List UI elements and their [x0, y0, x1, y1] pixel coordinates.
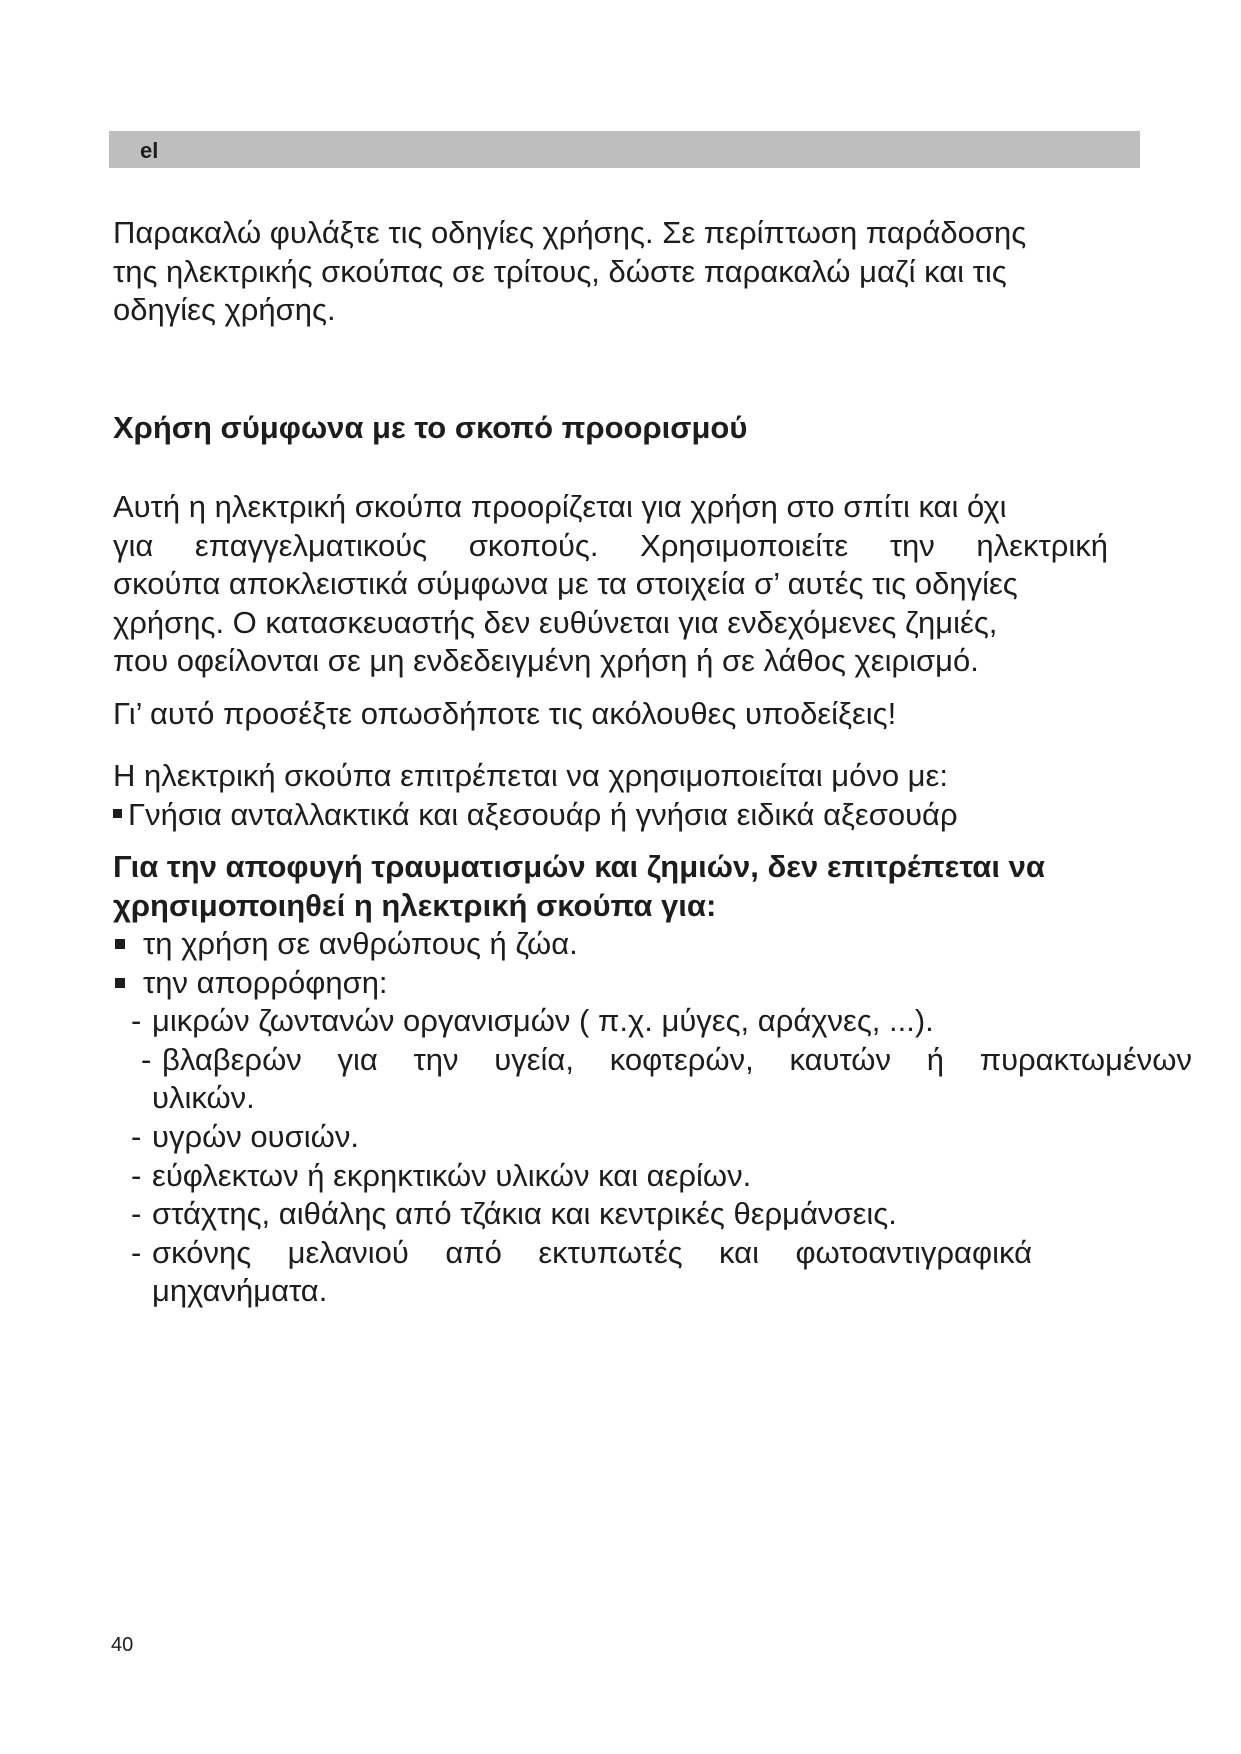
- bullet-square: [115, 978, 125, 988]
- dash-marker: -: [131, 1157, 142, 1193]
- section-heading: Χρήση σύμφωνα με το σκοπό προορισμού: [113, 410, 748, 445]
- bullet-square: [113, 809, 122, 818]
- sub-list-item: [113, 1002, 1193, 1041]
- sub-item-text: μικρών ζωντανών οργανισμών ( π.χ. μύγες, αράχνες, ...).: [152, 1003, 934, 1039]
- bullet-text: Γνήσια ανταλλακτικά και αξεσουάρ ή γνήσια ειδικά αξεσουάρ: [128, 796, 958, 832]
- warning-heading: [113, 848, 1153, 925]
- dash-marker: -: [141, 1041, 152, 1077]
- dash-marker: -: [131, 1234, 142, 1270]
- intended-use-paragraph: [113, 488, 1153, 681]
- sub-item-text: υγρών ουσιών.: [152, 1118, 359, 1154]
- dash-marker: -: [131, 1003, 142, 1039]
- text-line: χρήσης. Ο κατασκευαστής δεν ευθύνεται για ενδεχόμενες ζημιές,: [113, 604, 998, 640]
- notice-paragraph: [113, 695, 1153, 734]
- sub-list-item: [113, 1195, 1193, 1234]
- sub-list-item: [113, 1118, 1193, 1157]
- accessories-bullet: [113, 796, 1153, 835]
- text-line: που οφείλονται σε μη ενδεδειγμένη χρήση ή σε λάθος χειρισμό.: [113, 643, 979, 679]
- sub-item-text: μηχανήματα.: [152, 1273, 328, 1309]
- text-line: χρησιμοποιηθεί η ηλεκτρική σκούπα για:: [113, 887, 717, 923]
- accessories-paragraph: [113, 757, 1153, 834]
- dash-marker: -: [131, 1196, 142, 1232]
- text-line: Γι’ αυτό προσέξτε οπωσδήποτε τις ακόλουθες υποδείξεις!: [113, 696, 897, 731]
- prohibited-uses-list: [113, 925, 1193, 1311]
- text-line: Παρακαλώ φυλάξτε τις οδηγίες χρήσης. Σε περίπτωση παράδοσης: [113, 215, 1027, 250]
- text-line: οδηγίες χρήσης.: [113, 292, 336, 328]
- sub-item-text: σκόνης μελανιού από εκτυπωτές και φωτοαντιγραφικά: [152, 1234, 1032, 1270]
- text-line: σκούπα αποκλειστικά σύμφωνα με τα στοιχεία σ’ αυτές τις οδηγίες: [113, 566, 1018, 602]
- text-line: Η ηλεκτρική σκούπα επιτρέπεται να χρησιμοποιείται μόνο με:: [113, 758, 948, 793]
- sub-list-item: [113, 1041, 1193, 1118]
- intro-paragraph: [113, 214, 1153, 330]
- page-number: 40: [111, 1634, 134, 1656]
- list-item: [113, 925, 1193, 964]
- text-line: Αυτή η ηλεκτρική σκούπα προορίζεται για χρήση στο σπίτι και όχι: [113, 489, 1007, 524]
- sub-list-item: [113, 1234, 1193, 1311]
- list-item-text: την απορρόφηση:: [143, 964, 388, 1000]
- sub-item-text: εύφλεκτων ή εκρηκτικών υλικών και αερίων.: [152, 1157, 752, 1193]
- dash-marker: -: [131, 1118, 142, 1154]
- list-item: [113, 964, 1193, 1003]
- bullet-square: [115, 939, 125, 949]
- text-line: Για την αποφυγή τραυματισμών και ζημιών, δεν επιτρέπεται να: [113, 849, 1045, 884]
- language-header-bar: [109, 131, 1140, 168]
- text-line: της ηλεκτρικής σκούπας σε τρίτους, δώστε παρακαλώ μαζί και τις: [113, 253, 1007, 289]
- language-code: el: [140, 138, 159, 163]
- sub-item-text: υλικών.: [152, 1080, 255, 1116]
- sub-item-text: στάχτης, αιθάλης από τζάκια και κεντρικές θερμάνσεις.: [152, 1196, 897, 1232]
- list-item-text: τη χρήση σε ανθρώπους ή ζώα.: [143, 926, 578, 961]
- text-line: για επαγγελματικούς σκοπούς. Χρησιμοποιείτε την ηλεκτρική: [113, 527, 1108, 563]
- sub-list-item: [113, 1157, 1193, 1196]
- sub-item-text: βλαβερών για την υγεία, κοφτερών, καυτών ή πυρακτωμένων: [162, 1041, 1192, 1077]
